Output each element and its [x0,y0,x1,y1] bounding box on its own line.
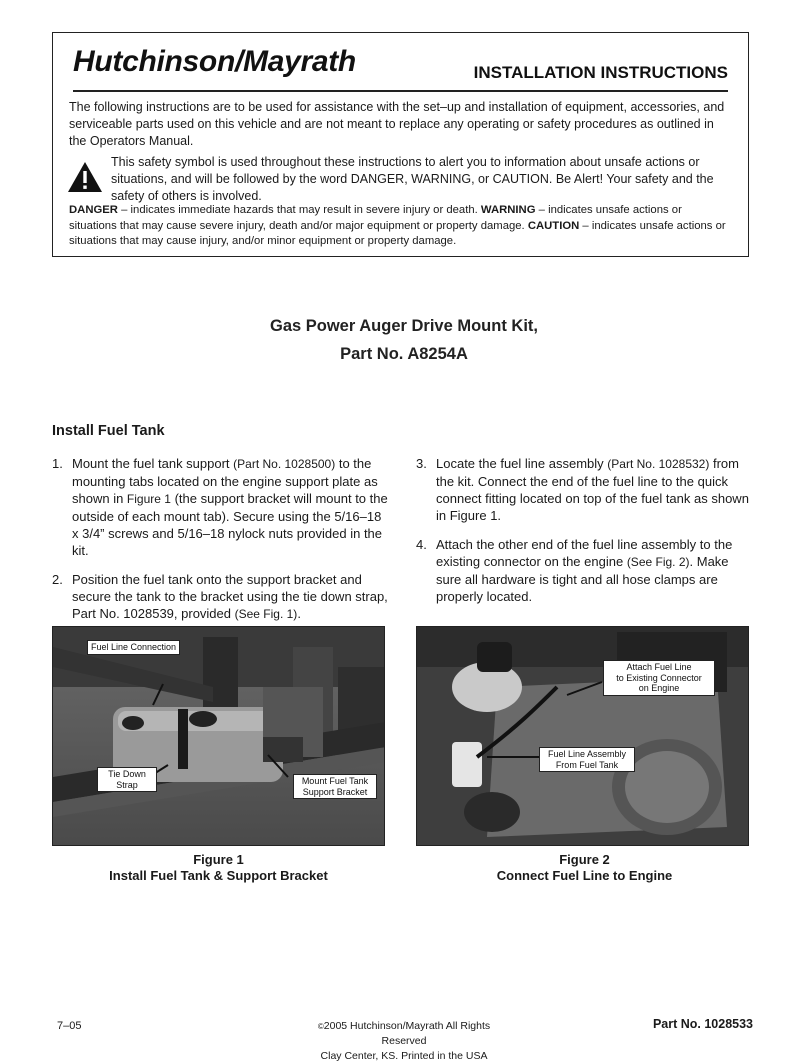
part-ref: (Part No. 1028500) [233,457,336,471]
callout-text: Strap [116,779,138,790]
callout-fuel-line-assembly [539,747,635,772]
step-text: . [297,606,301,621]
step-number: 3. [416,456,427,471]
figure-1-illustration [53,627,385,846]
warning-triangle-icon [67,161,103,193]
step-3 [416,455,753,524]
danger-text: – indicates immediate hazards that may result in severe injury or death. [117,204,481,216]
document-type-title: INSTALLATION INSTRUCTIONS [473,63,728,82]
figure-description: Connect Fuel Line to Engine [496,868,673,883]
step-text: from the kit. Connect the end of the fuel line to the quick connect fitting located on top of the fuel tank as shown in Figure 1. [436,456,749,523]
kit-title: Gas Power Auger Drive Mount Kit, [269,317,538,335]
figure-ref: (See Fig. 2) [626,555,690,569]
header-divider [73,90,728,92]
callout-text: Attach Fuel Line [626,662,692,672]
callout-text: Tie Down [108,769,146,779]
footer-copyright [304,1019,504,1064]
callout-attach-fuel-line [603,660,715,696]
step-text: Position the fuel tank onto the support bracket and secure the tank to the bracket using the tie down strap, Part No. 1028539, provided [72,572,388,621]
callout-text: on Engine [638,683,680,693]
figure-1-photo [52,626,385,846]
brand-logo: Hutchinson/Mayrath [73,45,356,78]
step-text: . Make sure all hardware is tight and all hose clamps are properly located. [436,554,729,604]
footer-date: 7–05 [57,1020,82,1032]
callout-text: Fuel Line Connection [91,642,177,652]
figure-1-caption [52,852,385,884]
safety-symbol-paragraph: This safety symbol is used throughout these instructions to alert you to information about unsafe actions or situations, and will be followed by the word DANGER, WARNING, or CAUTION. Be Alert! Your safety and the safety of others is involved. [111,155,714,203]
intro-paragraph: The following instructions are to be used for assistance with the set–up and installation of equipment, accessories, and serviceable parts used on this vehicle and are not meant to replace any operating or safety procedures as outlined in the Operators Manual. [69,100,725,148]
callout-text: Support Bracket [302,786,368,797]
footer-part-number: Part No. 1028533 [652,1017,753,1031]
figure-ref: (See Fig. 1) [234,607,298,621]
header-box [52,32,749,257]
step-text: Mount the fuel tank support [72,456,234,471]
step-4 [416,536,753,605]
callout-text: Mount Fuel Tank [301,776,369,786]
print-location: Clay Center, KS. Printed in the USA [320,1050,488,1062]
callout-mount-bracket [293,774,377,799]
step-text: Attach the other end of the fuel line assembly to the existing connector on the engine [436,537,733,569]
figure-description: Install Fuel Tank & Support Bracket [109,868,328,883]
step-text: Locate the fuel line assembly [436,456,608,471]
callout-text: Fuel Line Assembly [547,749,627,759]
step-number: 4. [416,537,427,552]
copyright-symbol: © [317,1022,324,1031]
section-heading: Install Fuel Tank [52,423,165,439]
step-2 [52,571,388,623]
signal-word-definitions [69,203,728,250]
figure-label: Figure 1 [193,852,244,867]
step-text: to the mounting tabs located on the engine support plate as shown in [72,456,378,506]
step-text: (the support bracket will mount to the outside of each mount tab). Secure using the 5/16–18 x 3/4” screws and 5/16–18 nylock nuts provided in the kit. [72,491,388,558]
part-ref: (Part No. 1028532) [607,457,710,471]
callout-text: From Fuel Tank [555,759,619,770]
callout-fuel-line-connection [87,640,180,655]
callout-tie-down-strap [97,767,157,792]
caution-label: CAUTION [527,219,580,232]
step-1 [52,455,388,559]
copyright-text: 2005 Hutchinson/Mayrath All Rights Reserved [323,1020,491,1047]
steps-left-column [52,455,388,623]
warning-label: WARNING [480,204,536,216]
figure-2-photo [416,626,749,846]
figure-ref: Figure 1 [126,492,171,506]
kit-part-number: Part No. A8254A [340,345,468,363]
step-number: 1. [52,456,63,471]
figure-2-caption [416,852,753,884]
callout-text: to Existing Connector [616,672,702,683]
warning-text: – indicates unsafe actions or situations that may cause severe injury, death and/or major equipment or property damage. [69,204,682,232]
steps-right-column [416,455,753,605]
danger-label: DANGER [69,204,118,216]
step-number: 2. [52,572,63,587]
figure-label: Figure 2 [559,852,610,867]
caution-text: – indicates unsafe actions or situations that may cause injury, and/or minor equipment or property damage. [69,219,726,247]
